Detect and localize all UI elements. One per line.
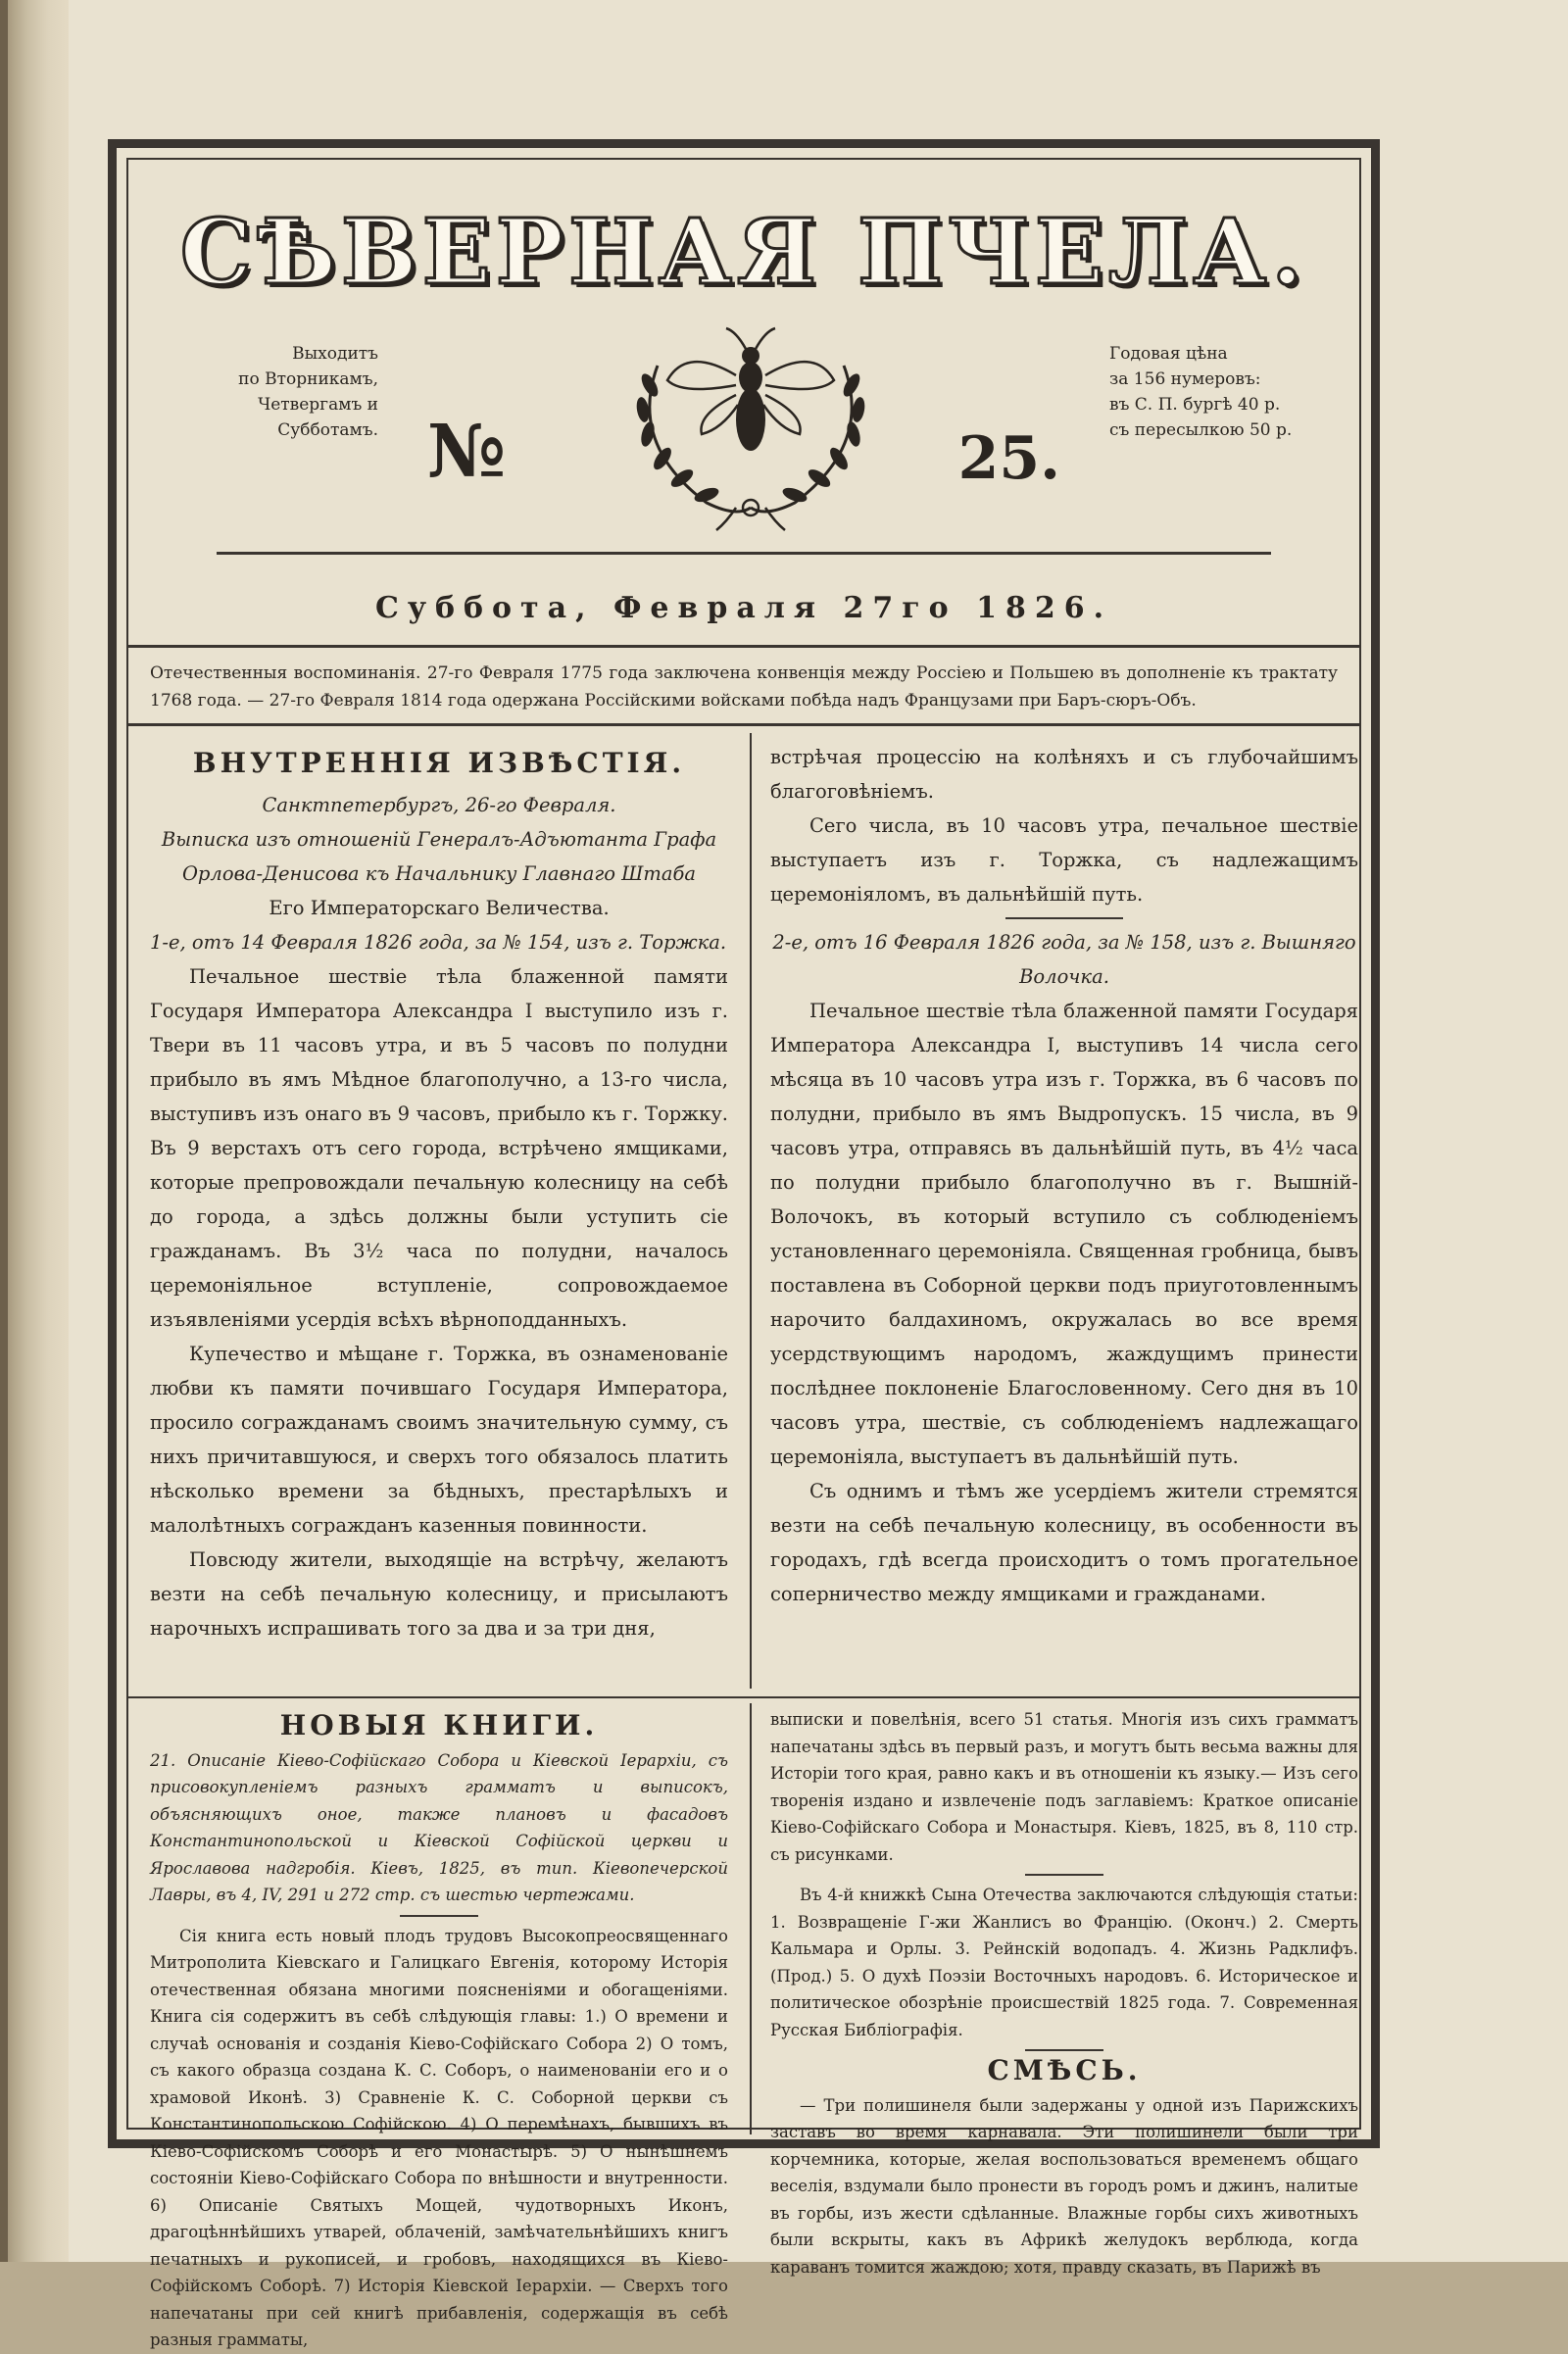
- section-title: ВНУТРЕННІЯ ИЗВѢСТІЯ.: [192, 747, 686, 779]
- columns-rule: [128, 1696, 1359, 1698]
- entry-separator: [1025, 1874, 1103, 1876]
- price-line: Годовая цѣна: [1109, 344, 1228, 364]
- book-review-cont: выписки и повелѣнія, всего 51 статья. Многія изъ сихъ грамматъ напечатаны здѣсь въ первый разъ, и могутъ быть весьма важны для Исторіи того края, равно какъ и въ отношеніи къ языку.— Изъ сего творенія издано и извлеченіе подъ заглавіемъ: Краткое описаніе Кіево-Софійскаго Собора и Монастыря. Кіевъ, 1825, въ 8, 110 стр. съ рисунками.: [770, 1710, 1358, 1864]
- book-entry: 21. Описаніе Кіево-Софійскаго Собора и Кіевской Іерархіи, съ присовокупленіемъ разныхъ грамматъ и выписокъ, объясняющихъ оное, также плановъ и фасадовъ Константинопольской и Кіевской Софійской церкви и Ярославова надгробія. Кіевъ, 1825, въ тип. Кіевопечерской Лавры, въ 4, IV, 291 и 272 стр. съ шестью чертежами.: [150, 1750, 728, 1904]
- memorial-notice: Отечественныя воспоминанія. 27-го Февраля 1775 года заключена конвенція между Россіею и Польшею въ дополненіе къ трактату 1768 года. — 27-го Февраля 1814 года одержана Россійскими войсками побѣда надъ Французами при Баръ-сюръ-Объ.: [150, 663, 1338, 711]
- memorial-rule: [128, 723, 1359, 726]
- book-review: Сія книга есть новый плодъ трудовъ Высокопреосвященнаго Митрополита Кіевскаго и Галицкаго Евгенія, которому Исторія отечественная обязана многими пояснeніями и обогащеніями. Книга сія содержитъ въ себѣ слѣдующія главы: 1.) О времени и случаѣ основанія и созданія Кіево-Софійскаго Собора 2) О томъ, съ какого образца создана К. С. Соборъ, о наименованіи его и о храмовой Иконѣ. 3) Сравненіе К. С. Соборной церкви съ Константинопольскою Софійскою. 4) О перемѣнахъ, бывшихъ въ Кіево-Софійскомъ Соборѣ и его Монастырѣ. 5) О нынѣшнемъ состояніи Кіево-Софійскаго Собора по внѣшности и внутренности. 6) Описаніе Святыхъ Мощей, чудотворныхъ Иконъ, драгоцѣннѣйшихъ утварей, облаченій, замѣчательнѣйшихъ книгъ печатныхъ и рукописей, и гробовъ, находящихся въ Кіево-Софійскомъ Соборѣ. 7) Исторія Кіевской Іерархіи. — Сверхъ того напечатаны при сей книгѣ прибавленія, содержащія въ себѣ разныя граммaты,: [150, 1926, 728, 2349]
- entry-separator: [400, 1915, 478, 1917]
- report-paragraph: Съ однимъ и тѣмъ же усердіемъ жители стремятся везти на себѣ печальную колесницу, въ особенности въ городахъ, гдѣ всегда происходитъ о томъ прогательное соперничество между ямщиками и гражданами.: [770, 1480, 1358, 1605]
- books-column: [150, 1706, 728, 2354]
- subscription-price: [1109, 341, 1335, 443]
- price-line: за 156 нумеровъ:: [1109, 369, 1261, 389]
- report-paragraph: Печальное шествіе тѣла блаженной памяти Государя Императора Александра I, выступивъ 14 числа сего мѣсяца въ 10 часовъ утра изъ г. Торжка, въ 6 часовъ по полудни, прибыло въ ямъ Выдропускъ. 15 числа, въ 9 часовъ утра, отправясь въ дальнѣйшій путь, въ 4½ часа по полудни прибыло благополучно въ г. Вышній-Волочокъ, въ который вступило съ соблюденіемъ установленнаго церемоніяла. Священная гробница, бывъ поставлена въ Соборной церкви подъ приуготовленнымъ нарочито балдахиномъ, окружалась во все время усердствующимъ народомъ, жаждущимъ принести послѣднее поклоненіе Благословенному. Сего дня въ 10 часовъ утра, шествіе, съ соблюденіемъ надлежащаго церемоніяла, выступаетъ въ дальнѣйшій путь.: [770, 1000, 1358, 1468]
- newspaper-title: СѢВЕРНАЯ ПЧЕЛА.: [179, 199, 1308, 305]
- price-line: въ С. П. бургѣ 40 р.: [1109, 395, 1281, 415]
- schedule-line: Выходитъ: [292, 344, 378, 364]
- binding-shadow: [0, 0, 69, 2262]
- news-column-left: [150, 740, 728, 1645]
- extract-title: Выписка изъ отношеній Генералъ-Адъютанта Графа Орлова-Денисова къ Начальнику Главнаго Штаба: [161, 828, 717, 885]
- column-divider: [750, 1703, 752, 2134]
- news-dateline: Санктпетербургъ, 26-го Февраля.: [262, 794, 616, 816]
- report-heading: 2-е, отъ 16 Февраля 1826 года, за № 158, изъ г. Вышняго Волочка.: [772, 931, 1356, 988]
- report-paragraph: Печальное шествіе тѣла блаженной памяти Государя Императора Александра I выступило изъ г. Твери въ 11 часовъ утра, и въ 5 часовъ по полудни прибыло въ ямъ Мѣдное благополучно, а 13-го числа, выступивъ изъ онаго въ 9 часовъ, прибыло къ г. Торжку. Въ 9 верстахъ отъ сего города, встрѣчено ямщиками, которые препровождали печальную колесницу на себѣ до города, а здѣсь должны были уступить сіе гражданамъ. Въ 3½ часа по полудни, началось церемоніяльное вступленіе, сопровождаемое изъявленіями усердія всѣхъ вѣрноподданныхъ.: [150, 965, 728, 1331]
- entry-separator: [1025, 2049, 1103, 2051]
- misc-column: [770, 1706, 1358, 2280]
- page-frame: [108, 139, 1380, 2349]
- bee-wreath-icon: [589, 307, 912, 532]
- binding-edge: [0, 0, 8, 2262]
- masthead-rule: [217, 552, 1271, 555]
- schedule-line: Четвергамъ и: [258, 395, 378, 415]
- issue-number-label: №: [427, 410, 507, 494]
- misc-paragraph: — Три полишинеля были задержаны у одной изъ Парижскихъ заставъ во время карнавала. Эти полишинели были три корчемника, которые, желая воспользоваться временемъ общаго веселія, вздумали было пронести въ городъ ромъ и джинъ, налитые въ горбы, изъ жести сдѣланные. Влажные горбы сихъ животныхъ были вскрыты, какъ въ Африкѣ желудокъ верблюда, когда каравaнъ томится жаждою; хотя, правду сказать, въ Парижѣ въ: [770, 2095, 1358, 2277]
- date-rule: [128, 645, 1359, 648]
- schedule-line: Субботамъ.: [277, 420, 378, 440]
- publication-schedule: [153, 341, 378, 443]
- section-separator: [1005, 917, 1123, 919]
- issue-number: 25.: [957, 424, 1060, 493]
- section-title: НОВЫЯ КНИГИ.: [279, 1709, 599, 1741]
- price-line: съ пересылкою 50 р.: [1109, 420, 1293, 440]
- issue-date: Суббота, Февраля 27го 1826.: [374, 591, 1113, 625]
- report-paragraph: Купечество и мѣщане г. Торжка, въ ознаменованіе любви къ памяти почившаго Государя Императора, просило согражданамъ своимъ значительную сумму, съ нихъ причитавшуюся, и сверхъ того обязалось платить нѣсколько времени за бѣдныхъ, престарѣлыхъ и малолѣтныхъ согражданъ казенныя повинности.: [150, 1343, 728, 1537]
- report-paragraph: встрѣчая процессію на колѣняхъ и съ глубочайшимъ благоговѣніемъ.: [770, 746, 1358, 803]
- report-paragraph: Повсюду жители, выходящіе на встрѣчу, желаютъ везти на себѣ печальную колесницу, и присылаютъ нарочныхъ испрашивать того за два и за три дня,: [150, 1548, 728, 1640]
- report-heading: 1-е, отъ 14 Февраля 1826 года, за № 154, изъ г. Торжка.: [150, 931, 727, 954]
- masthead: [128, 199, 1359, 305]
- extract-title-cont: Его Императорскаго Величества.: [269, 897, 610, 919]
- section-title: СМѢСЬ.: [987, 2054, 1142, 2086]
- page-frame-inner: [126, 158, 1361, 2349]
- journal-contents: Въ 4-й книжкѣ Сына Отечества заключаются слѣдующія статьи: 1. Возвращеніе Г-жи Жанлисъ во Францію. (Оконч.) 2. Смерть Кальмара и Орлы. 3. Рейнскій водопадъ. 4. Жизнь Радклифъ. (Прод.) 5. О духѣ Поэзіи Восточныхъ народовъ. 6. Историческое и политическое обозрѣніе происшествій 1825 года. 7. Современная Русская Библіографія.: [770, 1886, 1358, 2039]
- column-divider: [750, 733, 752, 1689]
- report-paragraph: Сего числа, въ 10 часовъ утра, печальное шествіе выступаетъ изъ г. Торжка, съ надлежащимъ церемоніяломъ, въ дальнѣйшій путь.: [770, 814, 1358, 906]
- schedule-line: по Вторникамъ,: [238, 369, 378, 389]
- news-column-right: [770, 740, 1358, 1611]
